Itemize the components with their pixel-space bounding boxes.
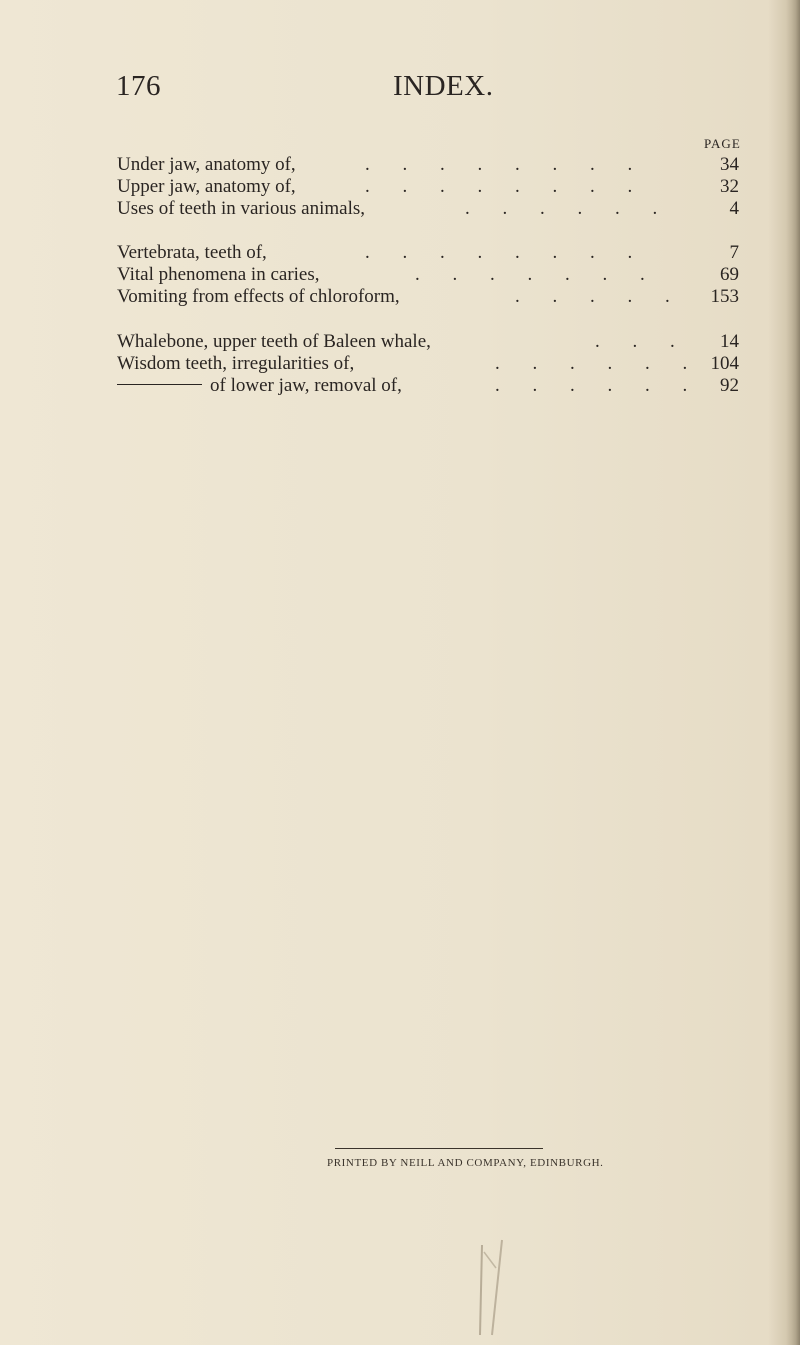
leader-dots: . . . . . [515,286,684,307]
index-entry [117,331,739,353]
entry-label: Whalebone, upper teeth of Baleen whale, [117,331,431,352]
index-entry [117,154,739,176]
leader-dots: . . . . . . [465,198,672,219]
leader-dots: . . . . . . . . [365,176,647,197]
ditto-dash [117,384,202,385]
entry-label: Vertebrata, teeth of, [117,242,267,263]
entry-label: Uses of teeth in various animals, [117,198,366,219]
entry-page: 104 [710,353,739,374]
page-edge-shadow [786,0,800,1345]
entry-label: Vital phenomena in caries, [117,264,320,285]
index-group-w [117,331,739,397]
page-column-heading: PAGE [704,136,741,151]
leader-dots: . . . . . . [495,375,702,396]
leader-dots: . . . . . . [495,353,702,374]
page-number: 176 [116,70,161,102]
index-entry [117,286,739,308]
entry-page: 153 [710,286,739,307]
entry-page: 32 [720,176,739,197]
pencil-mark [470,1230,520,1340]
entry-page: 69 [720,264,739,285]
entry-page: 4 [729,198,739,219]
index-entry [117,242,739,264]
leader-dots: . . . . . . . . [365,154,647,175]
entry-page: 92 [720,375,739,396]
index-entry [117,198,739,220]
entry-label: Under jaw, anatomy of, [117,154,296,175]
entry-label: Wisdom teeth, irregularities of, [117,353,355,374]
leader-dots: . . . . . . . . [365,242,647,263]
entry-page: 14 [720,331,739,352]
index-entry [117,264,739,286]
footer-rule [335,1148,543,1149]
entry-page: 34 [720,154,739,175]
entry-label [117,375,402,397]
index-entry [117,353,739,375]
index-group-u [117,154,739,220]
running-head: INDEX. [393,70,494,102]
leader-dots: . . . [595,331,689,352]
index-group-v [117,242,739,308]
index-entry [117,176,739,198]
entry-label-text: of lower jaw, removal of, [210,375,402,396]
printer-imprint: PRINTED BY NEILL AND COMPANY, EDINBURGH. [327,1157,604,1169]
leader-dots: . . . . . . . [415,264,659,285]
entry-label: Upper jaw, anatomy of, [117,176,296,197]
entry-label: Vomiting from effects of chloroform, [117,286,400,307]
entry-page: 7 [729,242,739,263]
index-entry-continuation [117,375,739,397]
